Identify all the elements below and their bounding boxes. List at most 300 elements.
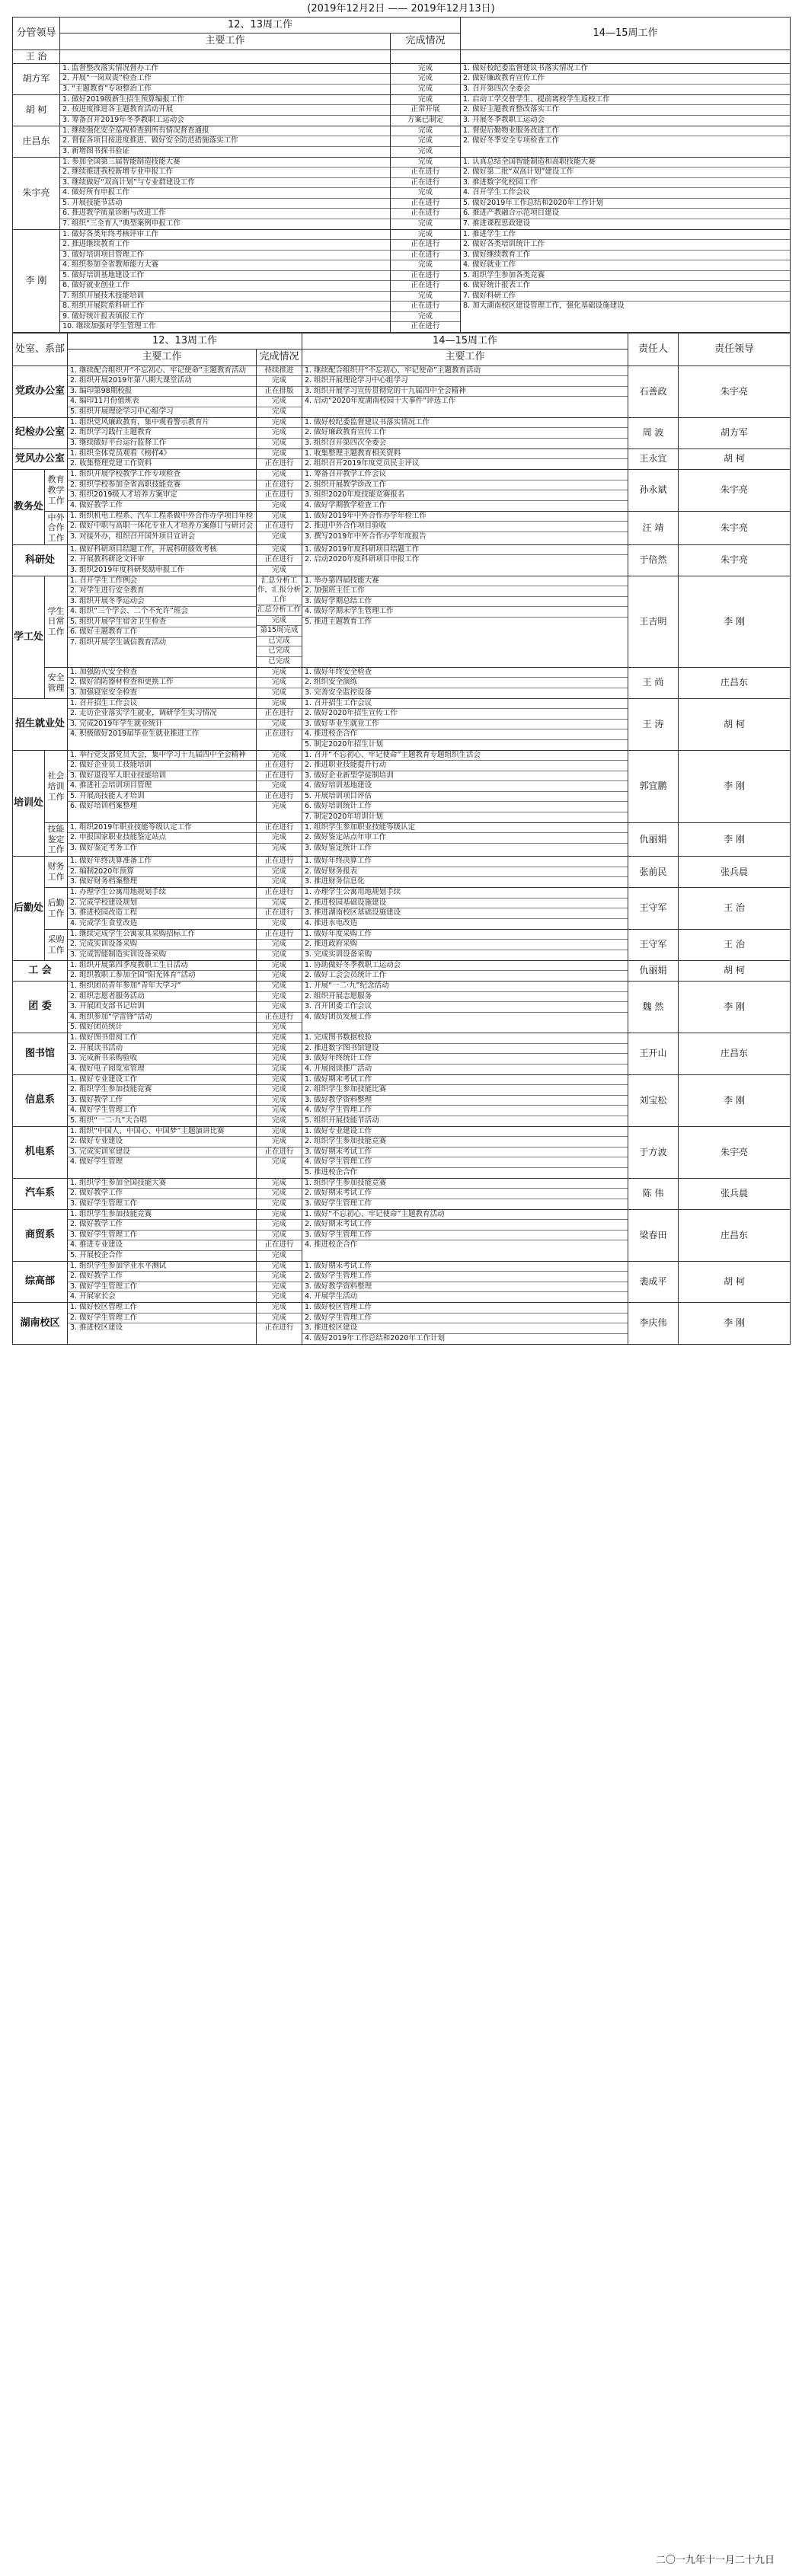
work-item: 1. 做好图书借阅工作 (68, 1033, 256, 1044)
dept-resp-leader: 李 刚 (679, 576, 791, 667)
work-item: 2. 做好教学工作 (68, 1272, 256, 1282)
dept-week-b-work (302, 448, 628, 470)
dept-owner: 郭宜鹏 (628, 750, 679, 822)
dept-week-b-work (302, 822, 628, 856)
work-item: 7. 做好科研工作 (461, 292, 790, 302)
work-item: 1. 召开招生工作会议 (68, 699, 256, 710)
leader-week-a-work (60, 229, 391, 333)
leader-row (13, 94, 791, 126)
dept-sub-name: 采购工作 (45, 929, 68, 960)
dept-row (13, 1074, 791, 1126)
work-item: 1. 办理学生公寓用地规划手续 (302, 888, 628, 899)
work-item: 7. 组织开展技术技能培训 (60, 292, 390, 302)
dept-owner: 于倍然 (628, 544, 679, 576)
status-item: 完成 (257, 397, 302, 407)
dept-row (13, 888, 791, 930)
leader-week-a-work (60, 94, 391, 126)
work-item: 1. 办理学生公寓用地规划手续 (68, 888, 256, 899)
work-item: 3. 做好教学资料整理 (302, 1096, 628, 1106)
work-item: 1. 做好校区管理工作 (302, 1303, 628, 1314)
dept-sub-name: 中外合作工作 (45, 511, 68, 544)
work-item: 4. 做好学期末学生管理工作 (302, 607, 628, 618)
work-item: 1. 组织学生参加学业水平测试 (68, 1262, 256, 1272)
status-item: 完成 (391, 126, 460, 137)
work-item: 1. 做好期末考试工作 (302, 1262, 628, 1272)
dept-owner: 于方波 (628, 1126, 679, 1178)
dept-name: 科研处 (13, 544, 68, 576)
status-item: 完成 (257, 867, 302, 878)
status-item: 完成 (257, 1044, 302, 1055)
status-item: 正在进行 (264, 1323, 294, 1332)
dept-status (257, 576, 302, 667)
work-item: 4. 做好学生管理工作 (68, 1106, 256, 1116)
work-item: 3. 对接外办，组织召开国外项目宣讲会 (70, 531, 196, 541)
dept-name: 信息系 (13, 1074, 68, 1126)
status-item: 完成 (272, 843, 287, 852)
dept-week-a-work (68, 544, 257, 576)
work-item: 7. 推进课程思政建设 (463, 219, 531, 228)
leader-name: 胡 柯 (13, 94, 60, 126)
work-item: 1. 组织开展第四季度教职工生日活动 (68, 961, 256, 972)
status-item: 完成 (257, 1137, 302, 1148)
dept-row (13, 822, 791, 856)
dept-row (13, 1126, 791, 1178)
header-dept-main-work: 主要工作 (68, 350, 257, 365)
work-item: 6. 做好培训档案整理 (70, 802, 138, 811)
dept-owner: 仇丽娟 (628, 960, 679, 982)
dept-owner: 王 尚 (628, 667, 679, 698)
work-item: 5. 开展高技能人才培训 (68, 792, 256, 803)
work-item: 2. 组织学生参加技能竞赛 (68, 1085, 256, 1096)
dept-resp-leader: 张兵晨 (679, 857, 791, 888)
work-item: 3. 组织开展学习宣传贯彻党的十九届四中全会精神 (302, 387, 628, 397)
work-item: 1. 组织全体党员观看《榜样4》 (68, 449, 256, 460)
dept-week-b-work (302, 888, 628, 930)
dept-status (257, 982, 302, 1033)
status-item: 完成 (257, 1033, 302, 1044)
work-item: 2. 推进继续教育工作 (60, 240, 390, 251)
work-item: 1. 做好期末考试工作 (302, 1075, 628, 1086)
work-item: 1. 举办第四届技能大赛 (302, 576, 628, 587)
dept-resp-leader: 胡 柯 (679, 1261, 791, 1303)
header-dept-week-a: 12、13周工作 (68, 334, 302, 350)
header-dept-main-work-b: 主要工作 (302, 350, 628, 365)
dept-owner: 王守军 (628, 888, 679, 930)
dept-resp-leader: 王 治 (679, 888, 791, 930)
dept-status (257, 1126, 302, 1178)
dept-week-a-work (68, 511, 257, 544)
status-item: 第15周完成 (257, 626, 302, 637)
work-item: 1. 继续完成学生公寓家具采购招标工作 (68, 930, 256, 940)
work-item: 4. 组织参加“学雷锋”活动 (68, 1013, 256, 1023)
work-item: 2. 做好2020年招生宣传工作 (302, 709, 628, 720)
work-item: 3. 组织2019年度科研奖励申报工作 (70, 565, 185, 574)
dept-week-a-work (68, 698, 257, 750)
dept-row (13, 750, 791, 822)
work-item: 2. 组织学生参加技能比赛 (302, 1085, 628, 1096)
status-item: 完成 (257, 1272, 302, 1282)
work-item: 3. 做好培训项目管理工作 (60, 251, 390, 261)
status-item: 汇总分析工作 (257, 605, 302, 616)
status-item: 完成 (417, 146, 433, 155)
status-item: 正在进行 (391, 199, 460, 209)
work-item: 4. 完成学生食堂改造 (70, 918, 138, 927)
work-item: 1. 做好校纪委监督建议书落实情况工作 (302, 418, 628, 429)
dept-row (13, 960, 791, 982)
work-item: 2. 做好教学工作 (68, 1189, 256, 1199)
work-item: 3. 做好鉴定统计工作 (305, 843, 372, 852)
leader-name: 李 刚 (13, 229, 60, 333)
work-item: 5. 组织学生参加各类竞赛 (461, 271, 790, 282)
dept-status (257, 1303, 302, 1345)
status-item: 持续推进 (257, 366, 302, 377)
work-item: 5. 组织开展理论学习中心组学习 (70, 407, 174, 416)
work-item: 3. 做好期末考试工作 (302, 1148, 628, 1158)
dept-sub-name: 安全管理 (45, 667, 68, 698)
dept-name: 教务处 (13, 470, 45, 545)
dept-week-b-work (302, 1033, 628, 1075)
status-item: 完成 (257, 1054, 302, 1065)
dept-week-b-work (302, 365, 628, 417)
status-item: 完成 (272, 1116, 287, 1125)
dept-resp-leader: 朱宇亮 (679, 544, 791, 576)
work-item: 3. 推进湖南校区基础设施建设 (302, 908, 628, 919)
dept-status (257, 960, 302, 982)
status-item: 完成 (257, 1189, 302, 1199)
work-item: 5. 组织开展学生宿舍卫生检查 (68, 618, 256, 628)
status-item: 正在进行 (391, 281, 460, 292)
status-item: 完成 (391, 230, 460, 241)
leader-row (13, 126, 791, 157)
leader-week-b-work (461, 126, 791, 157)
status-item: 完成 (272, 802, 287, 811)
dept-resp-leader: 庄昌东 (679, 1209, 791, 1261)
work-item: 9. 做好统计报表填报工作 (60, 312, 390, 323)
dept-owner: 孙永斌 (628, 470, 679, 512)
work-item: 1. 筹备召开教学工作会议 (302, 470, 628, 480)
work-item: 7. 制定2020年培训计划 (305, 812, 383, 821)
leader-row (13, 157, 791, 229)
work-item: 6. 做好就业创业工作 (60, 281, 390, 292)
status-item: 正在进行 (391, 168, 460, 178)
dept-name: 党风办公室 (13, 448, 68, 470)
dept-owner: 汪 靖 (628, 511, 679, 544)
status-item: 完成 (257, 376, 302, 387)
status-item: 完成 (272, 918, 287, 927)
work-item: 2. 组织开展理论学习中心组学习 (302, 376, 628, 387)
status-item: 完成 (257, 1106, 302, 1116)
status-item: 完成 (272, 1292, 287, 1301)
status-item: 正在进行 (257, 709, 302, 720)
leader-status (391, 126, 461, 157)
work-item: 2. 做好廉政教育宣传工作 (302, 428, 628, 439)
work-item: 3. 组织召开第四次全委会 (305, 438, 387, 447)
work-item: 5. 开展培训项目评估 (302, 792, 628, 803)
status-item: 正在进行 (257, 908, 302, 919)
leader-row (13, 49, 791, 63)
work-item: 2. 督促各项目按进度推进、做好安全防范措施落实工作 (60, 136, 390, 147)
work-item: 3. 筹备召开2019年冬季教职工运动会 (62, 115, 184, 124)
work-item: 4. 推进社会培训项目管理 (68, 781, 256, 792)
status-item: 正在进行 (257, 857, 302, 867)
work-item: 4. 推进校企合作 (305, 1240, 358, 1249)
dept-status (257, 667, 302, 698)
status-item: 完成 (272, 407, 287, 416)
work-item: 7. 组织开展学生诚信教育活动 (70, 637, 167, 646)
dept-resp-leader: 庄昌东 (679, 667, 791, 698)
work-item (461, 50, 790, 60)
dept-row (13, 470, 791, 512)
work-item: 4. 做好所有申报工作 (60, 188, 390, 199)
status-item: 正在进行 (411, 322, 440, 330)
dept-status (257, 1033, 302, 1075)
dept-name: 纪检办公室 (13, 417, 68, 448)
leader-status (391, 49, 461, 63)
status-item: 正在进行 (257, 490, 302, 501)
dept-sub-name: 社会培训工作 (45, 750, 68, 822)
leader-week-b-work (461, 63, 791, 94)
work-item: 1. 组织学生参加技能竞赛 (68, 1210, 256, 1221)
status-item: 完成 (417, 84, 433, 93)
work-item: 1. 认真总结全国智能制造和高职技能大赛 (461, 158, 790, 168)
dept-resp-leader: 朱宇亮 (679, 511, 791, 544)
status-item (391, 50, 460, 60)
dept-owner: 王守军 (628, 929, 679, 960)
dept-week-a-work (68, 750, 257, 822)
work-item: 2. 组织召开2019年度党员民主评议 (305, 459, 420, 468)
work-item: 3. 完成新书采购验收 (68, 1054, 256, 1065)
dept-owner: 周 波 (628, 417, 679, 448)
work-item: 2. 做好廉政教育宣传工作 (461, 74, 790, 85)
status-item: 正在进行 (257, 771, 302, 782)
dept-resp-leader: 胡 柯 (679, 960, 791, 982)
status-item: 完成 (257, 1314, 302, 1324)
leader-week-a-work (60, 157, 391, 229)
dept-week-a-work (68, 448, 257, 470)
status-item: 正在进行 (391, 271, 460, 282)
work-item: 2. 做好期末考试工作 (302, 1220, 628, 1231)
status-item: 完成 (257, 616, 302, 627)
dept-sub-name: 学生日常工作 (45, 576, 68, 667)
work-item: 2. 组织开展2019年第八期大课堂活动 (68, 376, 256, 387)
status-item: 正在进行 (391, 178, 460, 189)
work-item: 1. 组织2019年职业技能等级认定工作 (68, 823, 256, 834)
header-week-b: 14—15周工作 (461, 18, 791, 50)
dept-resp-leader: 张兵晨 (679, 1178, 791, 1209)
work-item: 2. 组织安全演练 (302, 678, 628, 688)
work-item: 5. 开展校企合作 (70, 1250, 123, 1259)
dept-status (257, 822, 302, 856)
dept-week-a-work (68, 960, 257, 982)
dept-owner: 陈 伟 (628, 1178, 679, 1209)
status-item: 正在进行 (391, 302, 460, 312)
work-item: 1. 做好2019年度科研项目结题工作 (302, 545, 628, 556)
leader-week-b-work (461, 229, 791, 333)
leader-name: 王 治 (13, 49, 60, 63)
work-item: 3. 推进校园改造工程 (68, 908, 256, 919)
leader-week-b-work (461, 49, 791, 63)
dept-week-b-work (302, 1303, 628, 1345)
dept-resp-leader: 李 刚 (679, 750, 791, 822)
leader-status (391, 157, 461, 229)
work-item: 1. 做好校区管理工作 (68, 1303, 256, 1314)
work-item: 3. 组织开展冬季运动会 (68, 597, 256, 608)
header-leader: 分管领导 (13, 18, 60, 50)
status-item: 完成 (391, 158, 460, 168)
dept-week-b-work (302, 1126, 628, 1178)
status-item: 正在进行 (264, 459, 294, 468)
status-item: 完成 (391, 136, 460, 147)
work-item: 10. 继续加强对学生管理工作 (62, 322, 156, 330)
work-item: 1. 做好2019级新生招生预算编报工作 (60, 95, 390, 106)
header-main-work: 主要工作 (60, 34, 391, 49)
leader-status (391, 229, 461, 333)
dept-name: 学工处 (13, 576, 45, 698)
status-item: 完成 (257, 940, 302, 950)
work-item: 5. 推进校企合作 (305, 1167, 358, 1176)
work-item: 3. 做好继续教育工作 (461, 251, 790, 261)
status-item: 完成 (257, 1282, 302, 1293)
work-item: 4. 做好团员发展工作 (305, 1012, 372, 1021)
status-item: 正在进行 (257, 930, 302, 940)
status-item: 完成 (272, 1064, 287, 1073)
dept-row (13, 1261, 791, 1303)
work-item: 4. 做好培训基地建设 (302, 781, 628, 792)
work-item: 3. 做好年终统计工作 (302, 1054, 628, 1065)
dept-status (257, 365, 302, 417)
work-item: 2. 组织教职工参加全国“阳光体育”活动 (70, 971, 196, 979)
dept-week-b-work (302, 750, 628, 822)
dept-row (13, 576, 791, 667)
dept-week-a-work (68, 888, 257, 930)
work-item: 1. 加强防火安全检查 (68, 668, 256, 678)
dept-name: 图书馆 (13, 1033, 68, 1075)
dept-resp-leader: 李 刚 (679, 1074, 791, 1126)
dept-resp-leader: 庄昌东 (679, 1033, 791, 1075)
work-item: 2. 推进政府采购 (302, 940, 628, 950)
dept-owner: 张前民 (628, 857, 679, 888)
work-item: 3. 做好学生管理工作 (302, 1231, 628, 1241)
dept-resp-leader: 李 刚 (679, 822, 791, 856)
work-item: 3. 推进财务信息化 (305, 877, 365, 886)
status-item: 完成 (272, 438, 287, 447)
status-item: 完成 (272, 877, 287, 886)
work-item: 2. 做好鉴定站点年审工作 (302, 833, 628, 844)
dept-week-a-work (68, 1033, 257, 1075)
work-item: 1. 做好2019年中外合作办学年检工作 (302, 512, 628, 522)
work-item: 1. 做好校纪委监督建议书落实情况工作 (461, 64, 790, 75)
work-item: 1. 收集整理主题教育相关资料 (302, 449, 628, 460)
dept-owner: 王 涛 (628, 698, 679, 750)
dept-status (257, 1261, 302, 1303)
work-item: 2. 做好工会会员统计工作 (305, 971, 387, 979)
work-item: 3. 组织2019级人才培养方案审定 (68, 490, 256, 501)
dept-name: 商贸系 (13, 1209, 68, 1261)
dept-row (13, 857, 791, 888)
status-item: 完成 (391, 292, 460, 302)
header-owner: 责任人 (628, 334, 679, 366)
status-item: 完成 (257, 418, 302, 429)
status-item: 完成 (257, 678, 302, 688)
work-item: 3. 做好企业新型学徒制培训 (302, 771, 628, 782)
work-item: 4. 组织“三个学会、二个不允许”班会 (68, 607, 256, 618)
dept-week-b-work (302, 1209, 628, 1261)
status-item: 完成 (257, 1210, 302, 1221)
work-item: 2. 完成实训设备采购 (68, 940, 256, 950)
work-item: 3. 完善安全监控设备 (305, 688, 372, 697)
status-item: 正在进行 (391, 209, 460, 219)
status-item: 完成 (391, 64, 460, 75)
work-item: 1. 组织团员青年参加“青年大学习” (68, 982, 256, 992)
status-item: 完成 (417, 219, 433, 228)
dept-week-a-work (68, 1209, 257, 1261)
dept-owner: 王开山 (628, 1033, 679, 1075)
work-item: 1. 开展“一二·九”纪念活动 (302, 982, 628, 992)
work-item: 2. 推进校园基础设施建设 (302, 899, 628, 909)
work-item: 5. 开展技能节活动 (60, 199, 390, 209)
dept-name: 党政办公室 (13, 365, 68, 417)
dept-status (257, 417, 302, 448)
work-item: 3. “主题教育”专项整治工作 (62, 84, 152, 93)
work-item: 1. 召开学生工作例会 (68, 576, 256, 587)
dept-week-a-work (68, 929, 257, 960)
work-item: 3. 完成实训室建设 (68, 1148, 256, 1158)
status-item: 完成 (257, 961, 302, 972)
leader-week-b-work (461, 94, 791, 126)
work-item: 8. 组织开展院系科研工作 (60, 302, 390, 312)
work-item: 3. 新增图书探书验证 (62, 146, 130, 155)
work-item: 2. 组织学生参加技能竞赛 (302, 1137, 628, 1148)
work-item: 2. 做好各类培训统计工作 (461, 240, 790, 251)
status-item: 完成 (257, 449, 302, 460)
work-item: 1. 组织党风廉政教育，集中观看警示教育片 (68, 418, 256, 429)
dept-name: 团 委 (13, 982, 68, 1033)
dept-name: 培训处 (13, 750, 45, 856)
status-item: 完成 (257, 720, 302, 730)
status-item: 完成 (272, 950, 287, 959)
work-item: 2. 启动2020年度科研项目申报工作 (305, 555, 420, 564)
work-item: 4. 编印11月份值班表 (68, 397, 256, 407)
dept-name: 综高部 (13, 1261, 68, 1303)
dept-resp-leader: 李 刚 (679, 982, 791, 1033)
dept-week-b-work (302, 1178, 628, 1209)
status-item: 正常开展 (391, 105, 460, 116)
status-item: 正在排版 (257, 387, 302, 397)
work-item: 1. 协助做好冬季教职工运动会 (302, 961, 628, 972)
work-item: 1. 做好各类年终考核评审工作 (60, 230, 390, 241)
work-item: 2. 做好冬季安全专项检查工作 (463, 136, 560, 145)
status-item: 完成 (391, 312, 460, 323)
work-item: 2. 继续推进我校新增专业申报工作 (60, 168, 390, 178)
work-item: 1. 督促后勤物业服务改进工作 (461, 126, 790, 137)
work-item: 3. 推进数字化校园工作 (461, 178, 790, 189)
work-item: 3. 继续做好“双高计划”与专业群建设工作 (60, 178, 390, 189)
work-item: 4. 做好学生管理 (70, 1157, 123, 1166)
dept-name: 后勤处 (13, 857, 45, 961)
work-item: 2. 编制2020年预算 (68, 867, 256, 878)
status-item: 完成 (272, 688, 287, 697)
leader-week-a-work (60, 126, 391, 157)
status-item: 正在进行 (257, 1240, 302, 1251)
work-item: 2. 组织学校参加全省高职技能竞赛 (68, 480, 256, 491)
dept-week-a-work (68, 857, 257, 888)
dept-sub-name: 财务工作 (45, 857, 68, 888)
dept-name: 湖南校区 (13, 1303, 68, 1345)
dept-status (257, 544, 302, 576)
dept-week-b-work (302, 857, 628, 888)
dept-row (13, 667, 791, 698)
status-item: 完成 (257, 545, 302, 556)
